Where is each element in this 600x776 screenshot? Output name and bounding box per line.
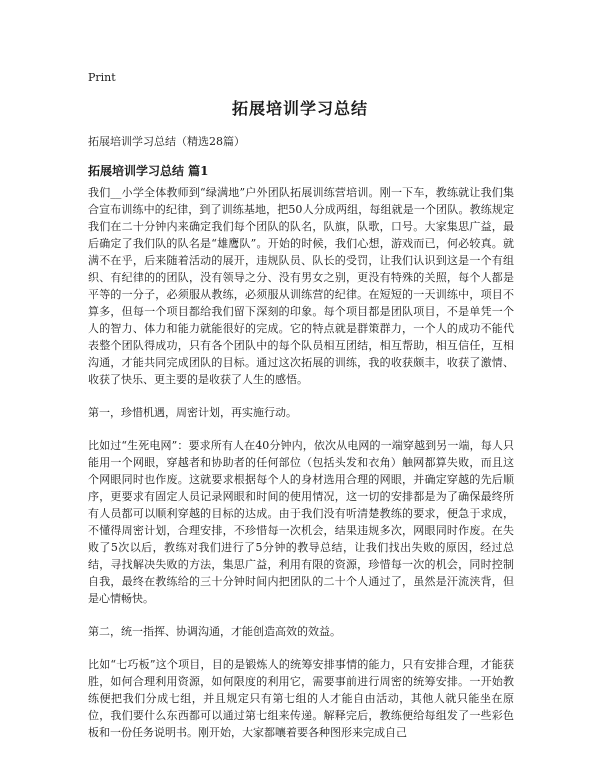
document-subtitle: 拓展培训学习总结（精选28篇） (88, 135, 245, 148)
paragraph-electric-net: 比如过“生死电网”：要求所有人在40分钟内，依次从电网的一端穿越到另一端，每人只能用一个网眼，穿越者和协助者的任何部位（包括头发和衣角）触网都算失败，而且这个网眼同时也作废。这就要求根据每个人的身材选用合理的网眼，并确定穿越的先后顺序，更要求有固定人员记录网眼和时间的使用情况，这一切的安排都是为了确保最终所有人员都可以顺利穿越的目标的达成。由于我们没有听清楚教练的要求，便急于求成，不懂得周密计划，合理安排，不珍惜每一次机会，结果违规多次，网眼同时作废。在失败了5次以后，教练对我们进行了5分钟的教导总结，让我们找出失败的原因，经过总结，寻找解决失败的方法，集思广益，利用有限的资源，珍惜每一次的机会，同时控制自我，最终在教练给的三十分钟时间内把团队的二十个人通过了，虽然是汗流浃背，但是心情畅快。 (88, 439, 514, 605)
paragraph-gap (88, 388, 514, 404)
paragraph-gap (88, 421, 514, 437)
paragraph-intro: 我们__小学全体教师到“绿满地”户外团队拓展训练营培训。刚一下车，教练就让我们集合宣布训练中的纪律，到了训练基地，把50人分成两组，每组就是一个团队。教练规定我们在二十分钟内来确定我们每个团队的队名，队旗，队歌，口号。大家集思广益，最后确定了我们队的队名是“雄鹰队”。开始的时候，我们心想，游戏而已，何必较真。就满不在乎，后来随着活动的展开，违规队员、队长的受罚，让我们认识到这是一个有组织、有纪律的的团队，没有领导之分、没有男女之别，更没有特殊的关照，每个人都是平等的一分子，必须服从教练，必须服从训练营的纪律。在短短的一天训练中，项目不算多，但每一个项目都给我们留下深刻的印象。每个项目都是团队项目，不是单凭一个人的智力、体力和能力就能很好的完成。它的特点就是群策群力，一个人的成功不能代表整个团队得成功，只有各个团队中的每个队员相互团结，相互帮助，相互信任，互相沟通，才能共同完成团队的目标。通过这次拓展的训练，我的收获颇丰，收获了激情、收获了快乐、更主要的是收获了人生的感悟。 (88, 186, 514, 386)
paragraph-point-one: 第一，珍惜机遇，周密计划，再实施行动。 (88, 406, 297, 419)
paragraph-tangram: 比如“七巧板”这个项目，目的是锻炼人的统筹安排事情的能力，只有安排合理，才能获胜，如何合理利用资源，如何限度的利用它，需要事前进行周密的统筹安排。一开始教练便把我们分成七组，并且规定只有第七组的人才能自由活动，其他人就只能坐在原位，我们要什么东西都可以通过第七组来传递。解释完后，教练便给每组发了一些彩色板和一份任务说明书。刚开始，大家都嚷着要各种图形来完成自己 (88, 658, 514, 739)
print-label: Print (88, 71, 116, 84)
body-text (88, 184, 514, 741)
paragraph-point-two: 第二，统一指挥、协调沟通，才能创造高效的效益。 (88, 625, 341, 638)
section-heading: 拓展培训学习总结 篇1 (88, 164, 209, 178)
paragraph-gap (88, 640, 514, 656)
paragraph-gap (88, 607, 514, 623)
document-title: 拓展培训学习总结 (231, 99, 368, 118)
